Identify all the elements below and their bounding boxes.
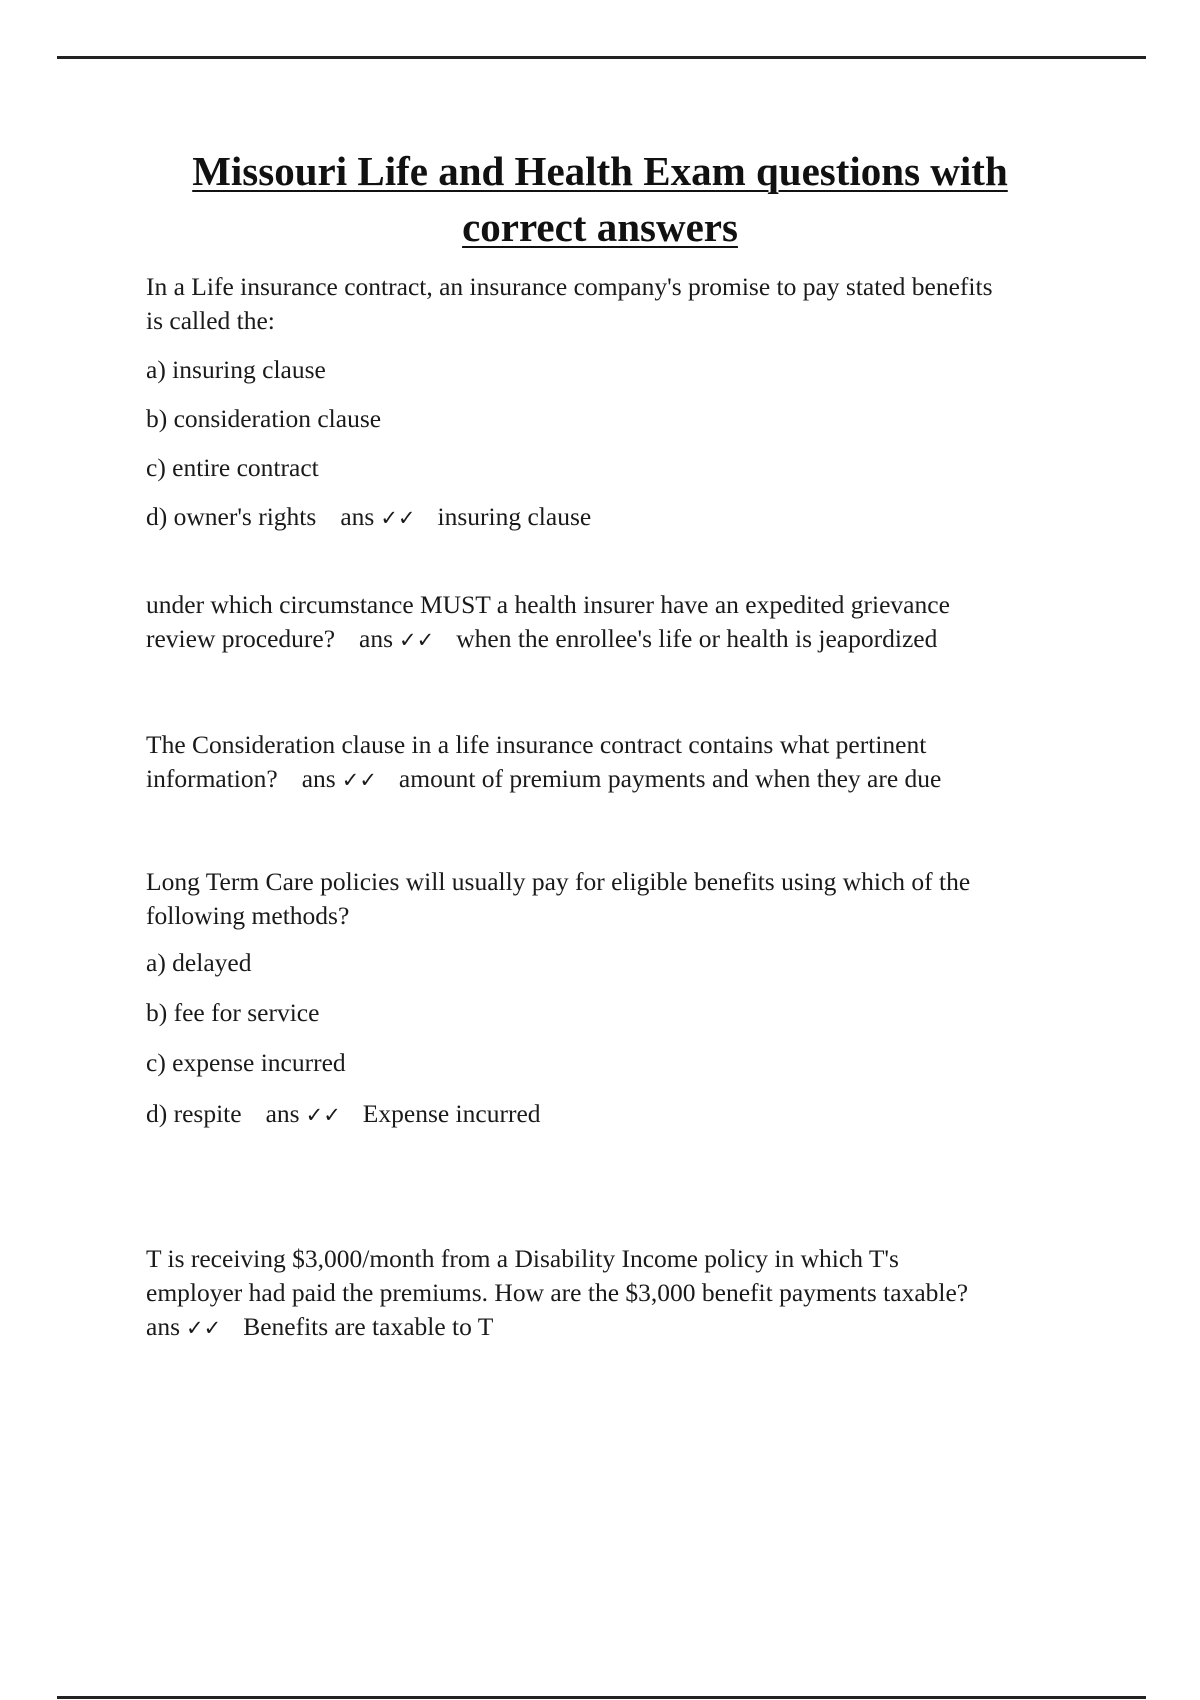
question-block-1 [146,270,1106,531]
answer-label: ans [340,502,375,531]
question-text: under which circumstance MUST a health insurer have an expedited grievance review procedure? ans ✓✓ when the enrollee's life or health is jeapordized [146,590,950,653]
double-check-icon: ✓✓ [399,628,435,652]
title-line-2: correct answers [462,204,738,250]
bottom-divider [57,1696,1146,1699]
question-text: The Consideration clause in a life insurance contract contains what pertinent information? ans ✓✓ amount of premium payments and when they are due [146,730,942,793]
double-check-icon: ✓✓ [341,768,377,792]
question-text: Long Term Care policies will usually pay for eligible benefits using which of the following methods? [146,867,971,930]
double-check-icon: ✓✓ [186,1316,222,1340]
question-block-4 [146,865,1106,1128]
answer-text: when the enrollee's life or health is jeapordized [456,624,938,653]
question-text: T is receiving $3,000/month from a Disability Income policy in which T's employer had paid the premiums. How are the $3,000 benefit payments taxable? ans ✓✓ Benefits are taxable to T [146,1244,969,1341]
option-c: c) entire contract [146,453,319,482]
option-b: b) fee for service [146,998,320,1027]
double-check-icon: ✓✓ [305,1103,341,1127]
option-b: b) consideration clause [146,404,382,433]
option-d: d) respite [146,1099,242,1128]
option-d: d) owner's rights [146,502,317,531]
double-check-icon: ✓✓ [380,506,416,530]
answer-text: amount of premium payments and when they are due [398,764,942,793]
answer-label: ans [301,764,336,793]
answer-label: ans [146,1312,180,1341]
option-d-with-answer [146,1097,541,1132]
question-block-3 [146,728,1106,797]
page-title [100,143,1100,255]
option-a: a) delayed [146,948,252,977]
question-block-5 [146,1242,1106,1345]
question-text: In a Life insurance contract, an insurance company's promise to pay stated benefits is called the: [146,272,993,335]
answer-label: ans [359,624,394,653]
option-c: c) expense incurred [146,1048,346,1077]
answer-text: Expense incurred [362,1099,541,1128]
question-block-2 [146,588,1106,657]
top-divider [57,56,1146,59]
option-d-with-answer [146,500,591,535]
answer-text: Benefits are taxable to T [243,1312,494,1341]
answer-label: ans [265,1099,300,1128]
title-line-1: Missouri Life and Health Exam questions with [192,148,1008,194]
answer-text: insuring clause [437,502,592,531]
option-a: a) insuring clause [146,355,326,384]
